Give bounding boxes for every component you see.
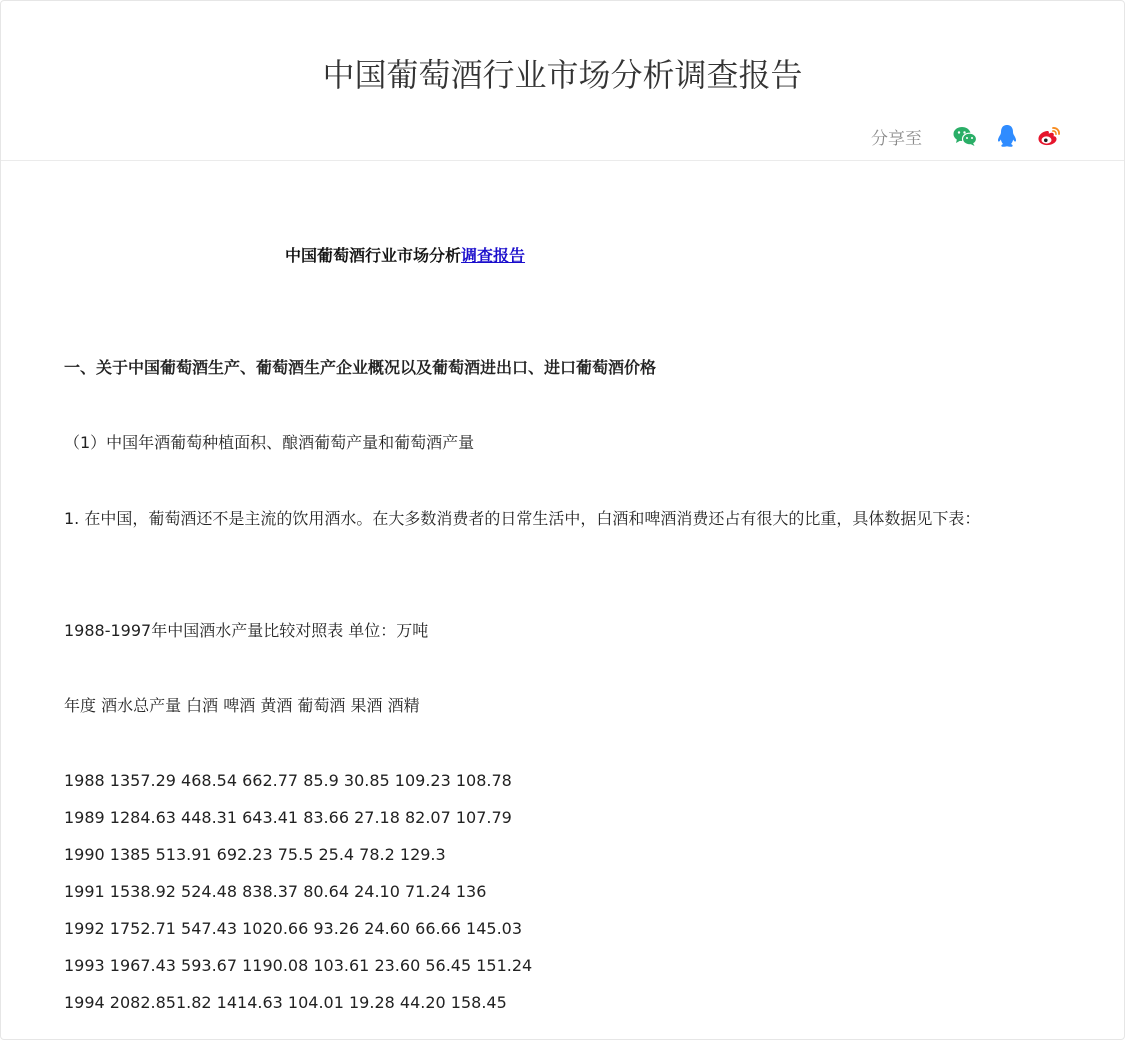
- table-row: 1988 1357.29 468.54 662.77 85.9 30.85 109.23 108.78: [64, 771, 512, 790]
- subsection-heading: [64, 424, 1062, 461]
- subsection-heading-text: （1）中国年酒葡萄种植面积、酿酒葡萄产量和葡萄酒产量: [64, 433, 475, 452]
- table-row: 1989 1284.63 448.31 643.41 83.66 27.18 82.07 107.79: [64, 808, 512, 827]
- table-row: 1994 2082.851.82 1414.63 104.01 19.28 44.20 158.45: [64, 993, 507, 1012]
- table-header: [64, 687, 1062, 724]
- page-title: 中国葡萄酒行业市场分析调查报告: [322, 56, 803, 94]
- share-bar: [871, 121, 1062, 151]
- section-heading-text: 一、关于中国葡萄酒生产、葡萄酒生产企业概况以及葡萄酒进出口、进口葡萄酒价格: [64, 358, 657, 377]
- report-link[interactable]: 调查报告: [461, 246, 526, 265]
- document-title: [285, 245, 525, 267]
- table-rows: [64, 762, 1062, 1021]
- intro-paragraph: [64, 500, 1062, 537]
- table-caption: [64, 612, 1062, 649]
- table-row: 1990 1385 513.91 692.23 75.5 25.4 78.2 129.3: [64, 845, 446, 864]
- section-heading: [64, 349, 1062, 386]
- qq-icon[interactable]: [994, 123, 1020, 149]
- weibo-icon[interactable]: [1036, 123, 1062, 149]
- document-title-text: 中国葡萄酒行业市场分析: [285, 246, 462, 265]
- table-row: 1992 1752.71 547.43 1020.66 93.26 24.60 66.66 145.03: [64, 919, 523, 938]
- table-row: 1991 1538.92 524.48 838.37 80.64 24.10 71.24 136: [64, 882, 487, 901]
- wechat-icon[interactable]: [952, 123, 978, 149]
- table-row: 1993 1967.43 593.67 1190.08 103.61 23.60 56.45 151.24: [64, 956, 533, 975]
- table-caption-text: 1988-1997年中国酒水产量比较对照表 单位：万吨: [64, 621, 429, 640]
- intro-paragraph-text: 1. 在中国，葡萄酒还不是主流的饮用酒水。在大多数消费者的日常生活中，白酒和啤酒消费还占有很大的比重，具体数据见下表：: [64, 509, 981, 528]
- table-header-text: 年度 酒水总产量 白酒 啤酒 黄酒 葡萄酒 果酒 酒精: [64, 696, 420, 715]
- share-label: 分享至: [871, 128, 922, 149]
- page-header: [1, 1, 1124, 161]
